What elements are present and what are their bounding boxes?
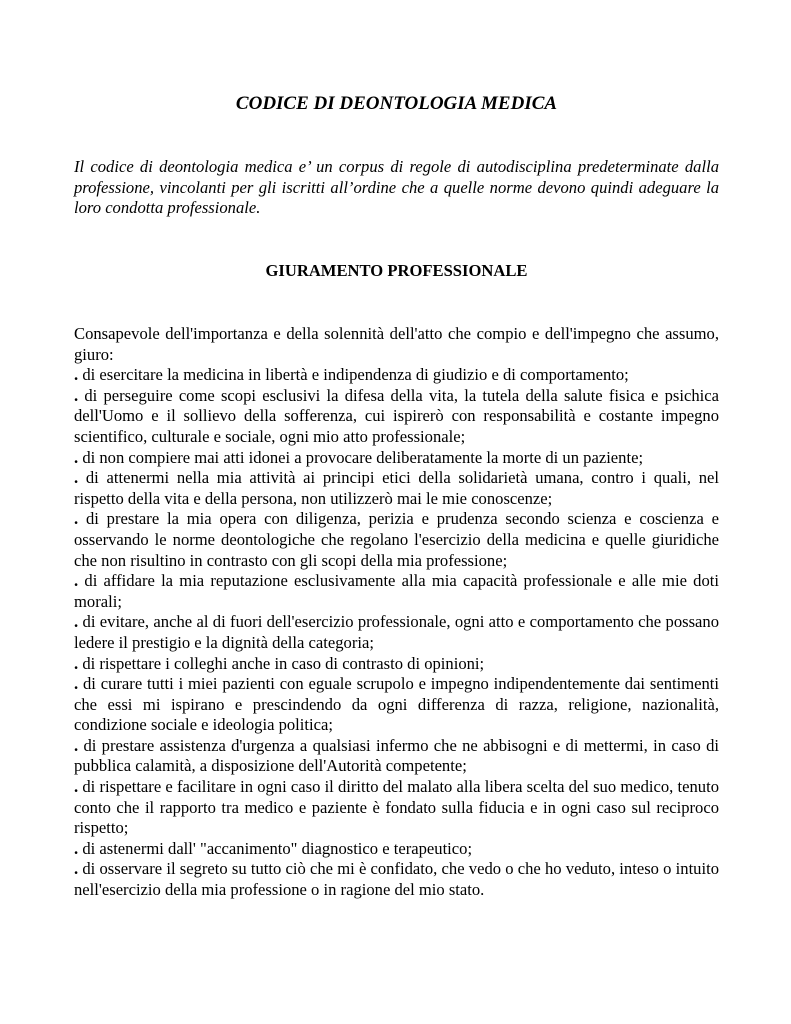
oath-item <box>74 386 719 448</box>
oath-item <box>74 509 719 571</box>
bullet-mark: . <box>74 838 79 858</box>
bullet-mark: . <box>74 674 79 694</box>
bullet-mark: . <box>74 777 79 797</box>
oath-item-text: di affidare la mia reputazione esclusivamente alla mia capacità professionale e alle mie doti morali; <box>74 571 719 611</box>
oath-item-text: di osservare il segreto su tutto ciò che mi è confidato, che vedo o che ho veduto, inteso o intuito nell'esercizio della mia professione o in ragione del mio stato. <box>74 859 719 900</box>
oath-item-text: di evitare, anche al di fuori dell'esercizio professionale, ogni atto e comportamento che possano ledere il prestigio e la dignità della categoria; <box>74 612 719 652</box>
oath-item <box>74 839 719 860</box>
oath-item <box>74 674 719 736</box>
oath-item-text: di prestare assistenza d'urgenza a qualsiasi infermo che ne abbisogni e di mettermi, in caso di pubblica calamità, a disposizione dell'Autorità competente; <box>74 735 720 776</box>
bullet-mark: . <box>74 509 79 529</box>
bullet-mark: . <box>74 653 79 673</box>
document-title: CODICE DI DEONTOLOGIA MEDICA <box>235 93 558 114</box>
oath-item <box>74 736 719 777</box>
section-title: GIURAMENTO PROFESSIONALE <box>265 261 528 280</box>
oath-item-text: di attenermi nella mia attività ai principi etici della solidarietà umana, contro i quali, nel rispetto della vita e della persona, non utilizzerò mai le mie conoscenze; <box>74 468 720 508</box>
bullet-mark: . <box>74 385 79 405</box>
bullet-mark: . <box>74 468 79 488</box>
oath-item <box>74 365 719 386</box>
oath-item <box>74 571 719 612</box>
oath-item-text: di esercitare la medicina in libertà e indipendenza di giudizio e di comportamento; <box>82 365 629 385</box>
intro-paragraph: Il codice di deontologia medica e’ un corpus di regole di autodisciplina predeterminate dalla professione, vincolanti per gli iscritti all’ordine che a quelle norme devono quindi adeguare la loro condotta professionale. <box>74 157 719 217</box>
bullet-mark: . <box>74 365 79 385</box>
oath-opening: Consapevole dell'importanza e della solennità dell'atto che compio e dell'impegno che assumo, giuro: <box>74 324 719 364</box>
bullet-mark: . <box>74 735 79 755</box>
oath-item <box>74 859 719 900</box>
oath-item <box>74 777 719 839</box>
oath-item-text: di rispettare i colleghi anche in caso di contrasto di opinioni; <box>82 653 485 673</box>
oath-text <box>74 324 719 901</box>
bullet-mark: . <box>74 859 79 879</box>
oath-item <box>74 654 719 675</box>
oath-item-text: di perseguire come scopi esclusivi la difesa della vita, la tutela della salute fisica e psichica dell'Uomo e il sollievo della sofferenza, cui ispirerò con responsabilità e costante impegno scientifico, culturale e sociale, ogni mio atto professionale; <box>74 385 719 446</box>
oath-item-text: di astenermi dall' "accanimento" diagnostico e terapeutico; <box>82 838 473 858</box>
oath-item-text: di prestare la mia opera con diligenza, perizia e prudenza secondo scienza e coscienza e osservando le norme deontologiche che regolano l'esercizio della medicina e quelle giuridiche che non risultino in contrasto con gli scopi della mia professione; <box>74 509 720 570</box>
oath-item <box>74 612 719 653</box>
bullet-mark: . <box>74 612 79 632</box>
oath-item-text: di non compiere mai atti idonei a provocare deliberatamente la morte di un paziente; <box>82 447 644 467</box>
oath-item-text: di rispettare e facilitare in ogni caso il diritto del malato alla libera scelta del suo medico, tenuto conto che il rapporto tra medico e paziente è fondato sulla fiducia e in ogni caso sul reciproco rispetto; <box>74 777 719 838</box>
bullet-mark: . <box>74 447 79 467</box>
oath-item <box>74 448 719 469</box>
oath-item <box>74 468 719 509</box>
oath-item-text: di curare tutti i miei pazienti con eguale scrupolo e impegno indipendentemente dai sentimenti che essi mi ispirano e prescindendo da ogni differenza di razza, religione, nazionalità, condizione sociale e ideologia politica; <box>74 674 720 735</box>
bullet-mark: . <box>74 571 79 591</box>
